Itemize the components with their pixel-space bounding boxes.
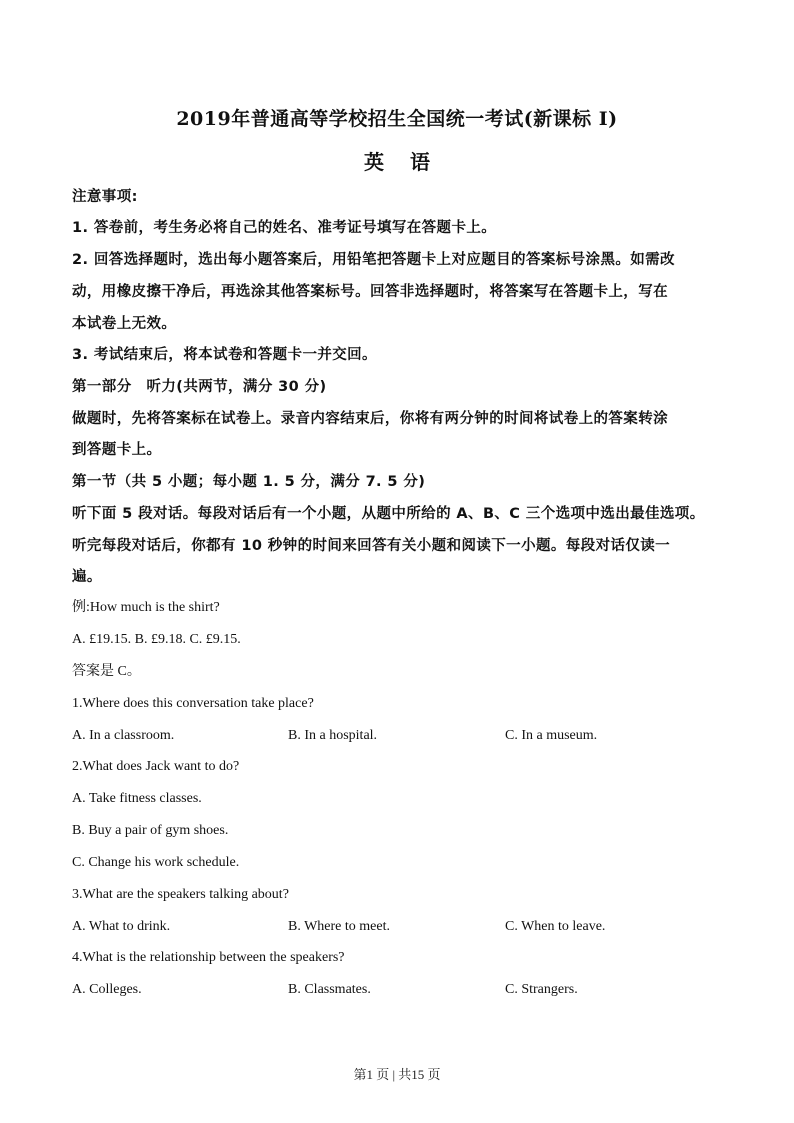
note-item-1: 1. 答卷前，考生务必将自己的姓名、准考证号填写在答题卡上。 [72, 220, 497, 236]
page-footer: 第1 页 | 共15 页 [353, 1067, 441, 1082]
section1-instruction-line-2: 听完每段对话后，你都有 10 秒钟的时间来回答有关小题和阅读下一小题。每段对话仅读一 [72, 538, 671, 554]
option-b: B. Classmates. [288, 982, 371, 997]
example-options: A. £19.15. B. £9.18. C. £9.15. [72, 632, 241, 647]
subject-title: 英语 [364, 150, 456, 174]
option-b: B. In a hospital. [288, 728, 378, 743]
example-question: 例:How much is the shirt? [72, 600, 220, 615]
section1-instruction-line-3: 遍。 [72, 569, 102, 585]
part1-heading: 第一部分 听力(共两节，满分 30 分) [72, 379, 327, 395]
note-item-2-line-1: 2. 回答选择题时，选出每小题答案后，用铅笔把答题卡上对应题目的答案标号涂黑。如需改 [72, 252, 675, 268]
question-stem: 2.What does Jack want to do? [72, 759, 240, 774]
part1-intro-line-2: 到答题卡上。 [72, 442, 162, 458]
option-c: C. Strangers. [505, 982, 578, 997]
option-b: B. Where to meet. [288, 919, 390, 934]
option-c: C. In a museum. [505, 728, 598, 743]
note-item-3: 3. 考试结束后，将本试卷和答题卡一并交回。 [72, 347, 377, 363]
question-stem: 4.What is the relationship between the speakers? [72, 950, 345, 965]
exam-title: 2019年普通高等学校招生全国统一考试(新课标 I) [176, 108, 618, 130]
section1-instruction-line-1: 听下面 5 段对话。每段对话后有一个小题，从题中所给的 A、B、C 三个选项中选出最佳选项。 [72, 506, 705, 522]
option-a: A. Colleges. [72, 982, 142, 997]
option-b: B. Buy a pair of gym shoes. [72, 823, 229, 838]
section1-heading: 第一节（共 5 小题；每小题 1. 5 分，满分 7. 5 分) [72, 474, 426, 490]
question-stem: 3.What are the speakers talking about? [72, 887, 289, 902]
part1-intro-line-1: 做题时，先将答案标在试卷上。录音内容结束后，你将有两分钟的时间将试卷上的答案转涂 [72, 411, 668, 427]
option-a: A. What to drink. [72, 919, 171, 934]
option-c: C. When to leave. [505, 919, 606, 934]
option-a: A. Take fitness classes. [72, 791, 202, 806]
option-c: C. Change his work schedule. [72, 855, 240, 870]
notes-heading: 注意事项: [72, 189, 138, 205]
note-item-2-line-2: 动，用橡皮擦干净后，再选涂其他答案标号。回答非选择题时，将答案写在答题卡上，写在 [72, 284, 668, 300]
example-answer: 答案是 C。 [72, 664, 141, 679]
option-a: A. In a classroom. [72, 728, 175, 743]
note-item-2-line-3: 本试卷上无效。 [72, 316, 177, 332]
question-stem: 1.Where does this conversation take place? [72, 696, 314, 711]
